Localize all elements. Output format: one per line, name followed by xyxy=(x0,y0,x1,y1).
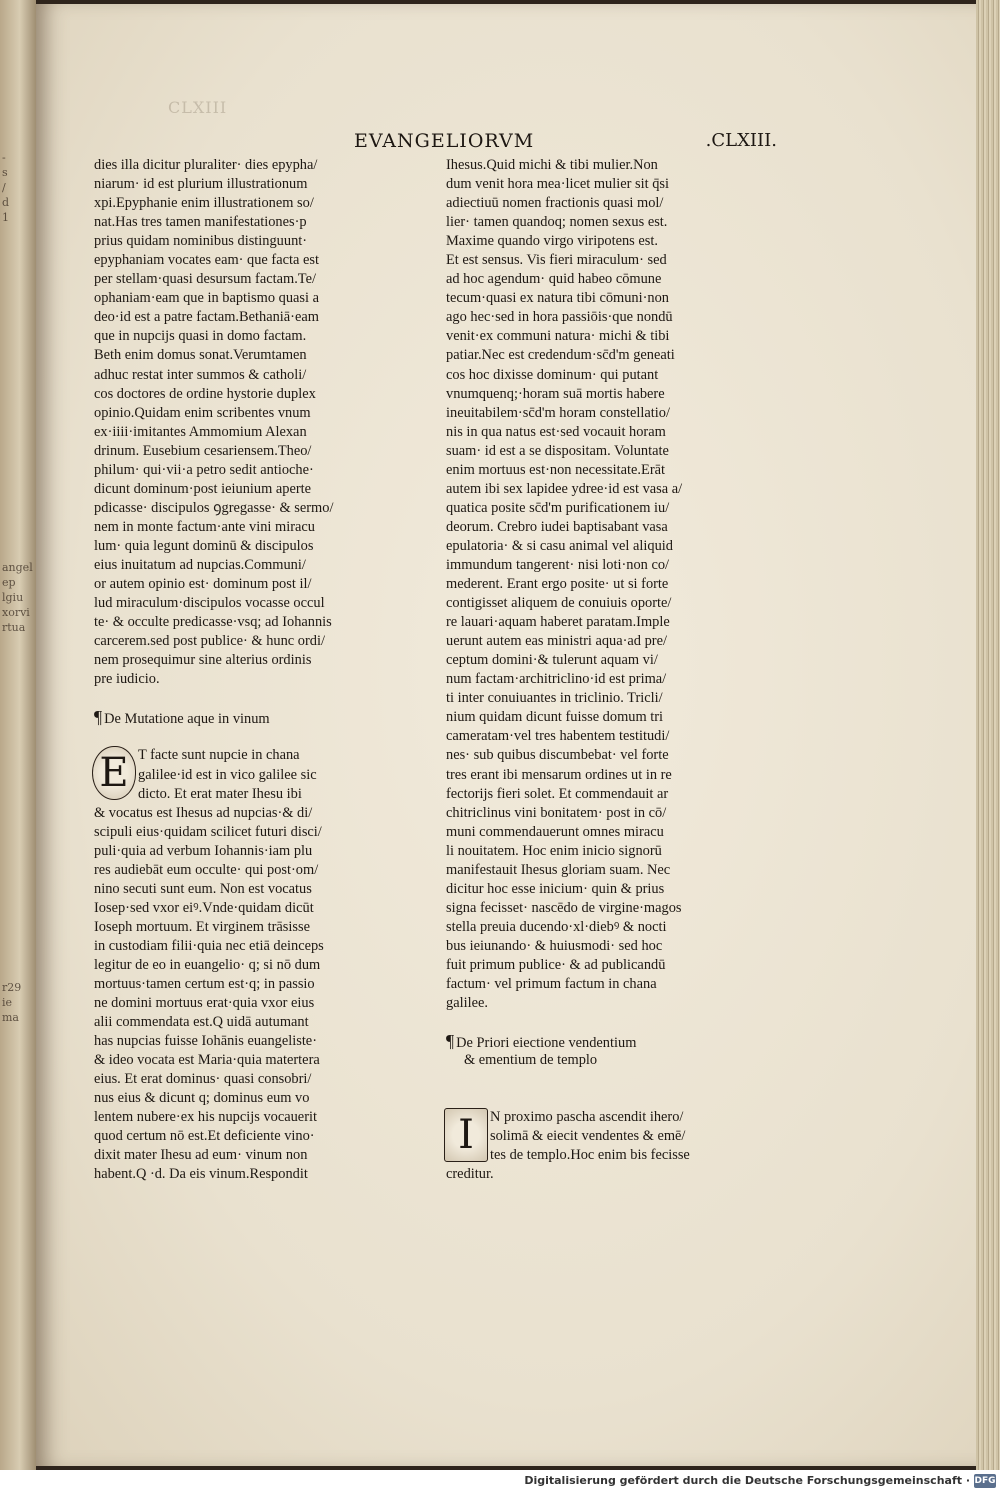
text-line: chitriclinus vini bonitatem· post in cō/ xyxy=(446,804,667,821)
text-line: cameratam·vel tres habentem testitudi/ xyxy=(446,728,670,745)
text-line: eius. Et erat dominus· quasi consobri/ xyxy=(94,1071,312,1088)
show-through-folio: CLXIII xyxy=(168,98,228,117)
text-line: quatica posite sc̄d'm purificationem iu/ xyxy=(446,499,670,516)
text-line: solimā & eiecit vendentes & emē/ xyxy=(490,1128,686,1145)
section-heading: ¶ De Mutatione aque in vinum xyxy=(94,707,270,728)
text-line: philum· qui·vii·a petro sedit antioche· xyxy=(94,461,314,478)
footer-bar xyxy=(0,1470,1000,1492)
text-line: pre iudicio. xyxy=(94,671,160,688)
text-line: dies illa dicitur pluraliter· dies epypha/ xyxy=(94,157,318,173)
folio-number: .CLXIII. xyxy=(705,130,777,151)
text-line: contigisset aliquem de conuiuis oporte/ xyxy=(446,595,672,612)
text-line: enim mortuus est·non necessitate.Erāt xyxy=(446,461,665,478)
text-line: Ioseph mortuum. Et virginem trāsisse xyxy=(94,918,310,935)
text-line: niarum· id est plurium illustrationum xyxy=(94,176,308,193)
text-line: & ideo vocata est Maria·quia matertera xyxy=(94,1052,320,1069)
text-line: prius quidam nominibus distinguunt· xyxy=(94,233,308,250)
text-line: patiar.Nec est credendum·sc̄d'm geneati xyxy=(446,347,675,364)
text-line: tres erant ibi mensarum ordines ut in re xyxy=(446,766,672,783)
funding-credit: Digitalisierung gefördert durch die Deutsche Forschungsgemeinschaft · xyxy=(524,1474,970,1487)
text-line: mortuus·tamen certum est·q; in passio xyxy=(94,976,315,993)
text-line: te· & occulte predicasse·vsq; ad Iohannis xyxy=(94,614,332,631)
text-line: has nupcias fuisse Iohānis euangeliste· xyxy=(94,1033,317,1050)
text-line: nium quidam dicunt fuisse domum tri xyxy=(446,709,664,726)
text-line: alii commendata est.Q uidā autumant xyxy=(94,1014,309,1031)
text-line: deorum. Crebro iudei baptisabant vasa xyxy=(446,518,668,535)
text-line: dixit mater Ihesu ad eum· vinum non xyxy=(94,1147,308,1164)
left-column xyxy=(94,156,380,1185)
text-line: tes de templo.Hoc enim bis fecisse xyxy=(490,1147,690,1164)
text-line: opinio.Quidam enim scribentes vnum xyxy=(94,404,311,421)
text-line: Et est sensus. Vis fieri miraculum· sed xyxy=(446,252,667,269)
text-line: ceptum domini·& tulerunt aquam vi/ xyxy=(446,652,658,669)
text-line: scipuli eius·quidam scilicet futuri disci/ xyxy=(94,823,322,840)
text-line: dum venit hora mea·licet mulier sit q̄si xyxy=(446,176,669,193)
text-line: ago hec·sed in hora passiōis·que nondū xyxy=(446,309,673,326)
text-line: adhuc restat inter summos & catholi/ xyxy=(94,366,307,383)
text-line: venit·ex communi natura· michi & tibi xyxy=(446,328,670,345)
text-line: adiectiuū nomen fractionis quasi mol/ xyxy=(446,195,664,212)
text-line: ad hoc agendum· quid habeo cōmune xyxy=(446,271,662,288)
text-line: vnumquenq;·horam suā mortis habere xyxy=(446,385,665,402)
text-line: Beth enim domus sonat.Verumtamen xyxy=(94,347,307,364)
text-line: nino secuti sunt eum. Non est vocatus xyxy=(94,880,312,897)
text-line: N proximo pascha ascendit ihero/ xyxy=(490,1109,684,1126)
text-line: factum· vel primum factum in chana xyxy=(446,976,657,993)
section-heading-2-cont: & ementium de templo xyxy=(464,1052,598,1069)
text-line: que in nupcijs quasi in domo factam. xyxy=(94,328,307,345)
text-line: stella preuia ducendo·xl·diebꝰ & nocti xyxy=(446,918,667,935)
running-title: EVANGELIORVM xyxy=(354,130,535,152)
text-line: galilee. xyxy=(446,995,488,1012)
text-line: creditur. xyxy=(446,1166,494,1183)
text-line: quod certum nō est.Et deficiente vino· xyxy=(94,1128,315,1145)
text-line: dicto. Et erat mater Ihesu ibi xyxy=(138,785,302,802)
text-line: nem prosequimur sine alterius ordinis xyxy=(94,652,312,669)
text-line: & vocatus est Ihesus ad nupcias·& di/ xyxy=(94,804,313,821)
text-line: uerunt autem eas ministri aqua·ad pre/ xyxy=(446,633,667,650)
left-column-text-continued xyxy=(94,804,380,1185)
text-line: lum· quia legunt dominū & discipulos xyxy=(94,537,314,554)
left-page-edge: - s / d 1 angel ep lgiu xorvi rtua r29 ie ma xyxy=(0,0,36,1470)
text-line: fectorijs fieri solet. Et commendauit ar xyxy=(446,785,669,802)
text-line: drinum. Eusebium cesariensem.Theo/ xyxy=(94,442,312,459)
right-page-edge xyxy=(976,0,1000,1470)
text-line: deo·id est a patre factam.Bethaniā·eam xyxy=(94,309,319,326)
initial-paragraph xyxy=(94,746,380,803)
text-line: lier· tamen quandoq; nomen sexus est. xyxy=(446,214,668,231)
text-line: epulatoria· & si casu animal vel aliquid xyxy=(446,537,673,554)
text-line: cos doctores de ordine hystorie duplex xyxy=(94,385,316,402)
text-line: signa fecisset· nascēdo de virgine·magos xyxy=(446,899,682,916)
text-line: cos hoc dixisse dominum· qui putant xyxy=(446,366,659,383)
section-heading-2: ¶ De Priori eiectione vendentium xyxy=(446,1031,637,1052)
text-line: eius inuitatum ad nupcias.Communi/ xyxy=(94,556,306,573)
text-line: res audiebāt eum occulte· qui post·om/ xyxy=(94,861,319,878)
text-line: Iosep·sed vxor eiꝰ.Vnde·quidam dicūt xyxy=(94,899,314,916)
text-line: fuit primum publice· & ad publicandū xyxy=(446,956,666,973)
text-line: T facte sunt nupcie in chana xyxy=(138,747,300,764)
text-line: nem in monte factum·ante vini miracu xyxy=(94,518,315,535)
text-line: lud miraculum·discipulos vocasse occul xyxy=(94,595,325,612)
text-line: ineuitabilem·sc̄d'm horam constellatio/ xyxy=(446,404,670,421)
right-column xyxy=(446,156,746,1185)
text-line: nis in qua natus est·sed vocauit horam xyxy=(446,423,666,440)
text-line: ne domini mortuus erat·quia vxor eius xyxy=(94,995,315,1012)
text-line: pdicasse· discipulos ꝯgregasse· & sermo/ xyxy=(94,499,334,516)
text-line: bus ieiunando· & huiusmodi· sed hoc xyxy=(446,937,663,954)
text-line: lentem nubere·ex his nupcijs vocauerit xyxy=(94,1109,317,1126)
text-line: ex·iiii·imitantes Ammomium Alexan xyxy=(94,423,307,440)
text-line: legitur de eo in euangelio· q; si nō dum xyxy=(94,956,321,973)
text-line: galilee·id est in vico galilee sic xyxy=(138,766,317,783)
left-column-text xyxy=(94,156,380,689)
text-line: suam· id est a se dispositam. Voluntate xyxy=(446,442,669,459)
right-column-text xyxy=(446,156,746,1013)
text-line: nes· sub quibus discumbebat· vel forte xyxy=(446,747,669,764)
text-line: xpi.Epyphanie enim illustrationem so/ xyxy=(94,195,314,212)
text-line: num factam·architriclino·id est prima/ xyxy=(446,671,667,688)
text-line: Maxime quando virgo viripotens est. xyxy=(446,233,658,250)
text-line: Ihesus.Quid michi & tibi mulier.Non xyxy=(446,157,658,173)
text-line: dicunt dominum·post ieiunium aperte xyxy=(94,480,312,497)
text-line: epyphaniam vocates eam· que facta est xyxy=(94,252,319,269)
dfg-logo: DFG xyxy=(974,1476,996,1486)
text-line: habent.Q ·d. Da eis vinum.Respondit xyxy=(94,1166,308,1183)
text-line: nat.Has tres tamen manifestationes·p xyxy=(94,214,307,231)
text-line: li nouitatem. Hoc enim inicio signorū xyxy=(446,842,662,859)
text-line: muni commendauerunt omnes miracu xyxy=(446,823,664,840)
text-line: puli·quia ad verbum Iohannis·iam plu xyxy=(94,842,313,859)
text-line: ophaniam·eam que in baptismo quasi a xyxy=(94,290,319,307)
decorated-initial-2: I xyxy=(444,1108,488,1162)
text-line: manifestauit Ihesus gloriam suam. Nec xyxy=(446,861,671,878)
text-line: re lauari·aquam haberet paratam.Imple xyxy=(446,614,670,631)
text-line: ti inter conuiuantes in triclinio. Tricli/ xyxy=(446,690,663,707)
text-line: carcerem.sed post publice· & hunc ordi/ xyxy=(94,633,325,650)
text-line: tecum·quasi ex natura tibi cōmuni·non xyxy=(446,290,669,307)
text-line: in custodiam filii·quia nec etiā deinceps xyxy=(94,937,324,954)
text-line: per stellam·quasi desursum factam.Te/ xyxy=(94,271,316,288)
text-line: mederent. Erant ergo posite· ut si forte xyxy=(446,576,669,593)
initial-paragraph-2 xyxy=(446,1108,746,1165)
text-line: immundum tangerent· nisi loti·non co/ xyxy=(446,556,670,573)
text-line: dicitur hoc esse inicium· quin & prius xyxy=(446,880,665,897)
text-line: nus eius & dicunt q; dominus eum vo xyxy=(94,1090,310,1107)
text-line: or autem opinio est· dominum post il/ xyxy=(94,576,312,593)
decorated-initial: E xyxy=(92,746,136,800)
text-line: autem ibi sex lapidee ydree·id est vasa a/ xyxy=(446,480,683,497)
right-column-text-continued xyxy=(446,1165,746,1184)
